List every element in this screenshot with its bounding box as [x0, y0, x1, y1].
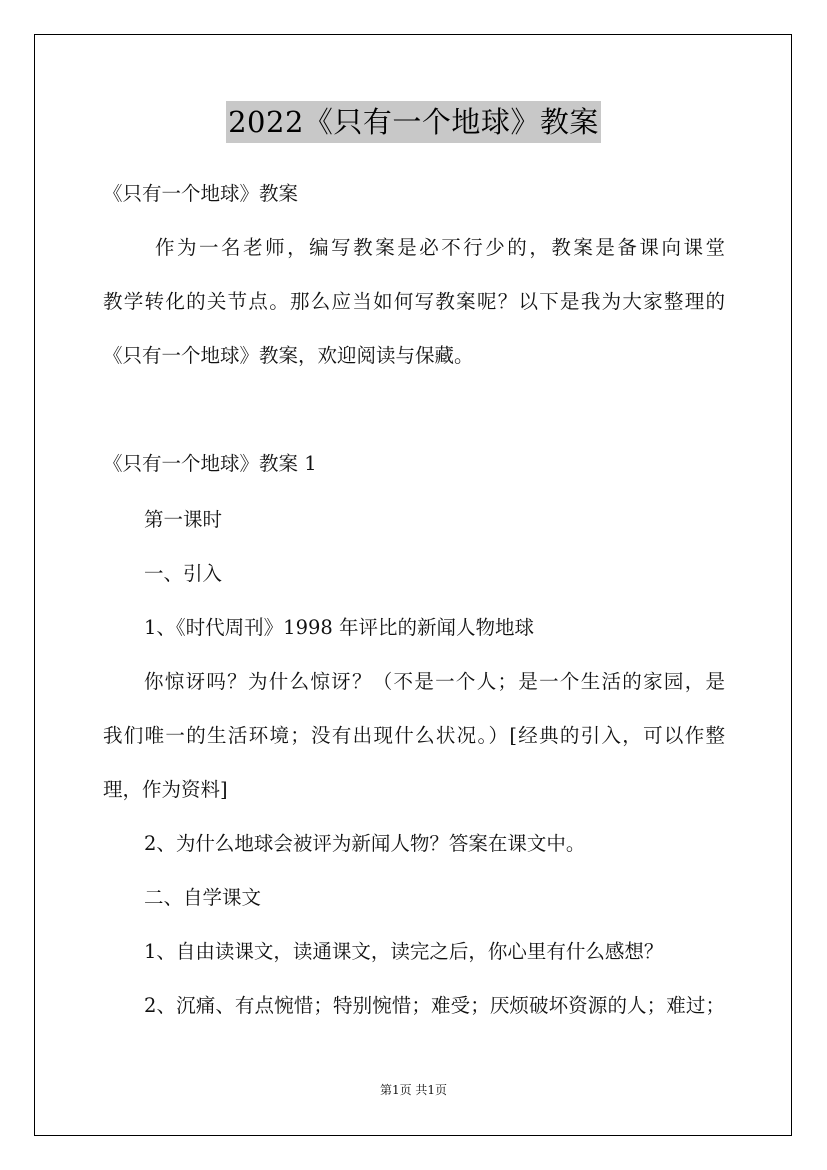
document-title: 2022《只有一个地球》教案: [226, 101, 601, 143]
self-study-item-1: 1、自由读课文，读通课文，读完之后，你心里有什么感想？: [144, 940, 664, 963]
section-heading: 《只有一个地球》教案 1: [103, 452, 317, 475]
question-line-2: 我们唯一的生活环境；没有出现什么状况。）[经典的引入，可以作整: [103, 724, 725, 747]
intro-line-1: 作为一名老师，编写教案是必不行少的，教案是备课向课堂: [155, 236, 725, 259]
question-line-3: 理，作为资料]: [103, 778, 228, 801]
subtitle: 《只有一个地球》教案: [103, 182, 299, 205]
lesson-label: 第一课时: [144, 508, 223, 531]
page-footer: 第1页 共1页: [379, 1083, 448, 1097]
part2-heading: 二、自学课文: [144, 886, 262, 909]
self-study-item-2: 2、沉痛、有点惋惜；特别惋惜；难受；厌烦破坏资源的人；难过；: [144, 994, 725, 1017]
intro-line-2: 教学转化的关节点。那么应当如何写教案呢？以下是我为大家整理的: [103, 290, 725, 313]
part1-heading: 一、引入: [144, 562, 223, 585]
item2: 2、为什么地球会被评为新闻人物？答案在课文中。: [144, 832, 586, 855]
intro-line-3: 《只有一个地球》教案，欢迎阅读与保藏。: [103, 344, 474, 367]
item1: 1、《时代周刊》1998 年评比的新闻人物地球: [144, 616, 534, 639]
question-line-1: 你惊讶吗？为什么惊讶？（不是一个人；是一个生活的家园，是: [144, 670, 725, 693]
title-container: [0, 101, 827, 143]
